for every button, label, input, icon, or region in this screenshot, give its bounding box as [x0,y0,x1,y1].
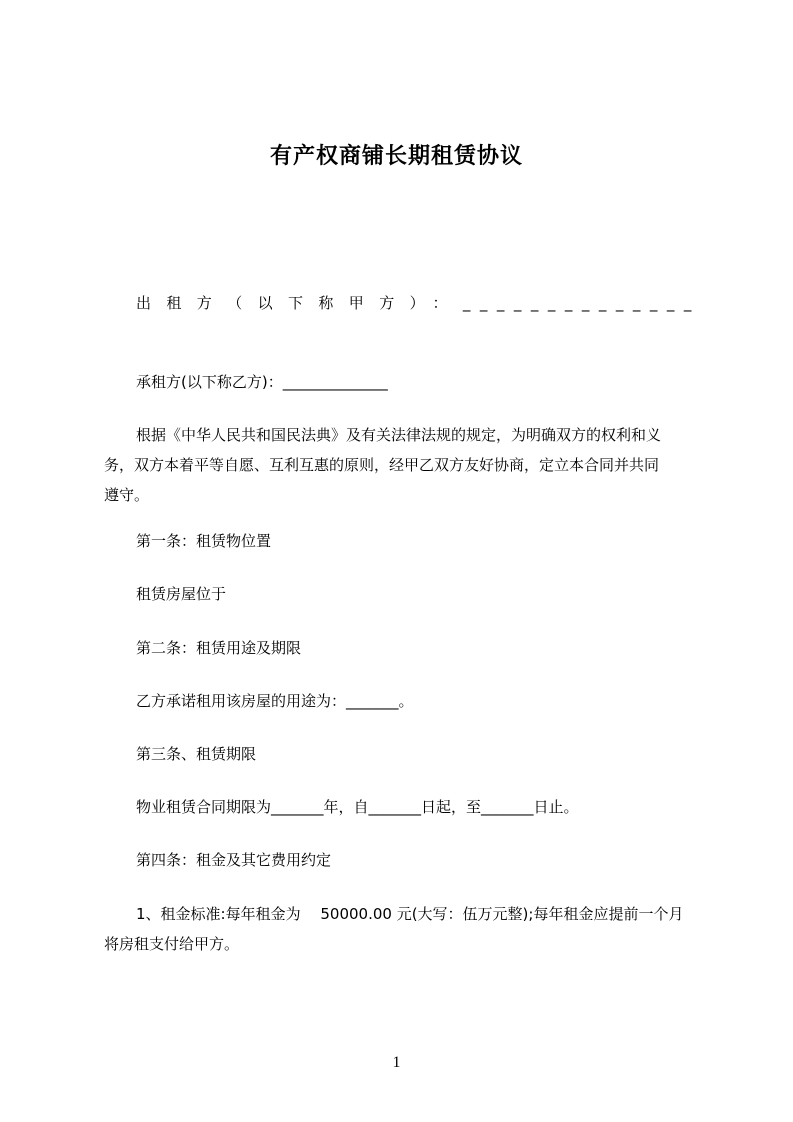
lessor-blank: ______________ [462,294,701,312]
article-4-heading: 第四条：租金及其它费用约定 [136,851,332,869]
page-number: 1 [392,1054,401,1071]
article-1-heading: 第一条：租赁物位置 [136,532,272,550]
lessee-blank: ______________ [282,373,388,391]
article-2-text: 乙方承诺租用该房屋的用途为：_______。 [136,692,414,710]
preamble-paragraph [104,420,700,510]
article-4-line-2: 将房租支付给甲方。 [104,935,240,953]
article-4-line-1: 1、租金标准:每年租金为 50000.00 元(大写：伍万元整);每年租金应提前一个月 [136,905,684,923]
lessor-line [104,288,732,318]
article-3-heading: 第三条、租赁期限 [136,745,257,763]
preamble-line-3: 遵守。 [104,486,150,504]
preamble-line-2: 务，双方本着平等自愿、互利互惠的原则，经甲乙双方友好协商，定立本合同并共同 [104,456,660,474]
article-4-paragraph [104,899,700,959]
lessee-label: 承租方(以下称乙方)： [136,373,283,391]
document-title: 有产权商铺长期租赁协议 [269,144,523,169]
article-1-text: 租赁房屋位于 [136,585,227,603]
article-3-text: 物业租赁合同期限为_______年，自_______日起，至_______日止。 [136,798,579,816]
article-2-heading: 第二条：租赁用途及期限 [136,639,302,657]
lessor-label: 出租方（以下称甲方）： [136,294,463,312]
preamble-line-1: 根据《中华人民共和国民法典》及有关法律法规的规定，为明确双方的权利和义 [136,426,662,444]
lessee-line [104,367,732,397]
